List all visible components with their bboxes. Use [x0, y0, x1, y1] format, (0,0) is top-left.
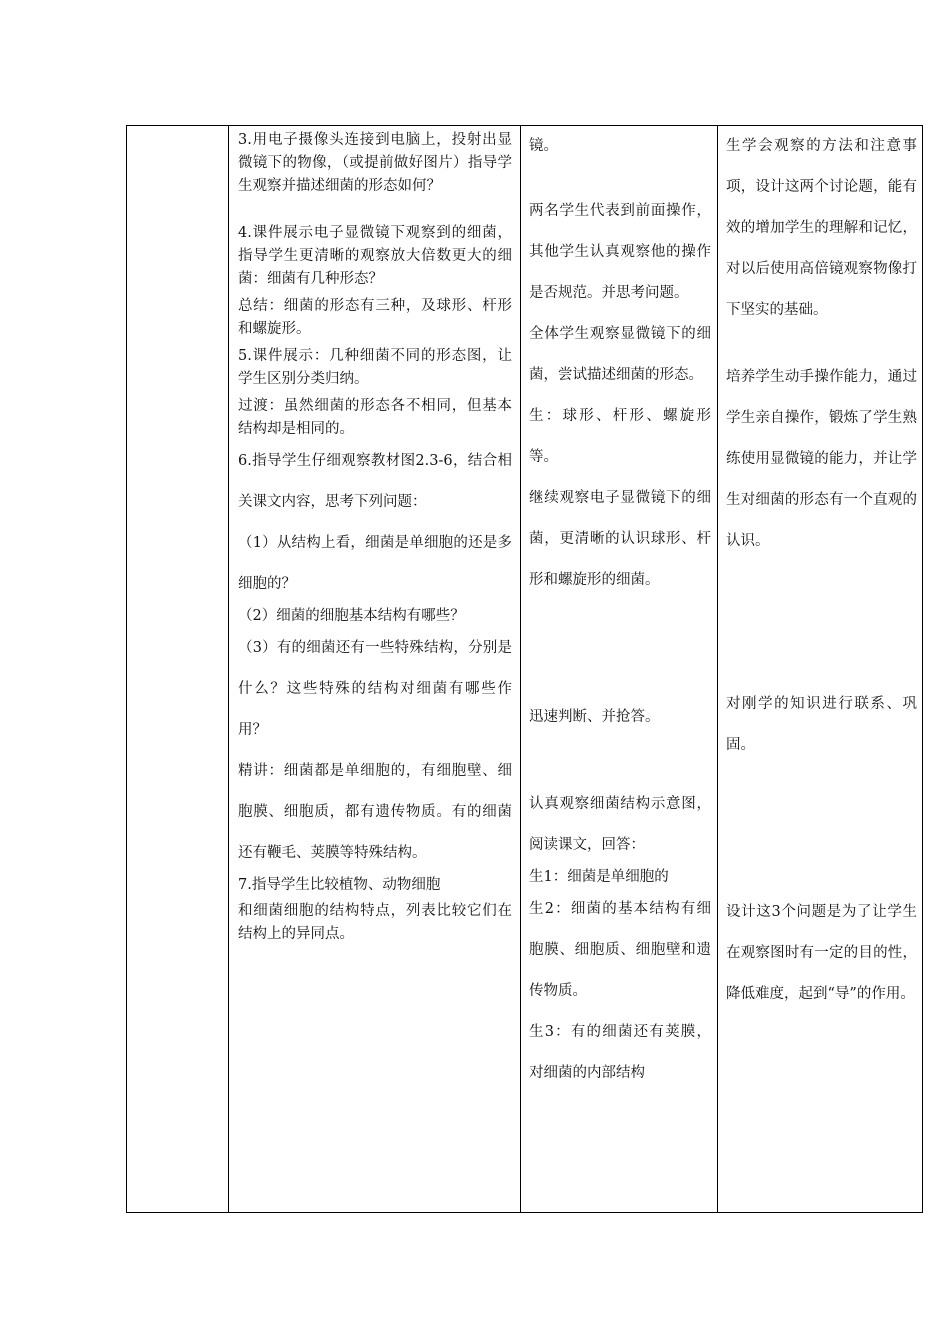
cell-paragraph: 生3：有的细菌还有荚膜，对细菌的内部结构	[529, 1024, 711, 1081]
cell-paragraph: 3.用电子摄像头连接到电脑上，投射出显微镜下的物像，（或提前做好图片）指导学生观察并描述细菌的形态如何？	[238, 132, 512, 194]
teacher-activity-column	[229, 126, 520, 1212]
cell-paragraph: 精讲：细菌都是单细胞的，有细胞壁、细胞膜、细胞质，都有遗传物质。有的细菌还有鞭毛、荚膜等特殊结构。	[238, 763, 512, 861]
cell-paragraph: 4.课件展示电子显微镜下观察到的细菌，指导学生更清晰的观察放大倍数更大的细菌：细菌有几种形态？	[238, 225, 512, 287]
cell-paragraph: 和细菌细胞的结构特点，列表比较它们在结构上的异同点。	[238, 903, 512, 942]
cell-paragraph: 设计这3个问题是为了让学生在观察图时有一定的目的性，降低难度，起到“导”的作用。	[726, 904, 917, 1002]
cell-paragraph: 生2：细菌的基本结构有细胞膜、细胞质、细胞壁和遗传物质。	[529, 901, 711, 999]
cell-paragraph: 总结：细菌的形态有三种，及球形、杆形和螺旋形。	[238, 298, 512, 337]
cell-paragraph: （2）细菌的细胞基本结构有哪些？	[238, 608, 465, 624]
cell-paragraph: 对刚学的知识进行联系、巩固。	[726, 696, 917, 753]
design-intent-column	[718, 126, 923, 1212]
cell-paragraph: 5.课件展示：几种细菌不同的形态图，让学生区别分类归纳。	[238, 348, 512, 387]
lesson-plan-table	[126, 125, 923, 1213]
cell-paragraph: 继续观察电子显微镜下的细菌，更清晰的认识球形、杆形和螺旋形的细菌。	[529, 490, 711, 588]
cell-paragraph: 6.指导学生仔细观察教材图2.3-6，结合相关课文内容，思考下列问题：	[238, 453, 512, 510]
cell-paragraph: （1）从结构上看，细菌是单细胞的还是多细胞的？	[238, 535, 512, 592]
cell-paragraph: 两名学生代表到前面操作，其他学生认真观察他的操作是否规范。并思考问题。	[529, 203, 711, 301]
cell-paragraph: 培养学生动手操作能力，通过学生亲自操作，锻炼了学生熟练使用显微镜的能力，并让学生对细菌的形态有一个直观的认识。	[726, 369, 917, 549]
cell-paragraph: 7.指导学生比较植物、动物细胞	[238, 877, 441, 893]
cell-paragraph: 镜。	[529, 138, 558, 154]
student-activity-column	[521, 126, 717, 1212]
cell-paragraph: 认真观察细菌结构示意图，阅读课文，回答：	[529, 796, 711, 853]
cell-paragraph: 生1：细菌是单细胞的	[529, 869, 669, 885]
cell-paragraph: （3）有的细菌还有一些特殊结构，分别是什么？这些特殊的结构对细菌有哪些作用？	[238, 640, 512, 738]
cell-paragraph: 生学会观察的方法和注意事项，设计这两个讨论题，能有效的增加学生的理解和记忆，对以后使用高倍镜观察物像打下坚实的基础。	[726, 138, 917, 318]
cell-paragraph: 生：球形、杆形、螺旋形等。	[529, 408, 711, 465]
cell-paragraph: 迅速判断、并抢答。	[529, 709, 660, 725]
cell-paragraph: 全体学生观察显微镜下的细菌，尝试描述细菌的形态。	[529, 326, 711, 383]
cell-paragraph: 过渡：虽然细菌的形态各不相同，但基本结构却是相同的。	[238, 398, 512, 437]
